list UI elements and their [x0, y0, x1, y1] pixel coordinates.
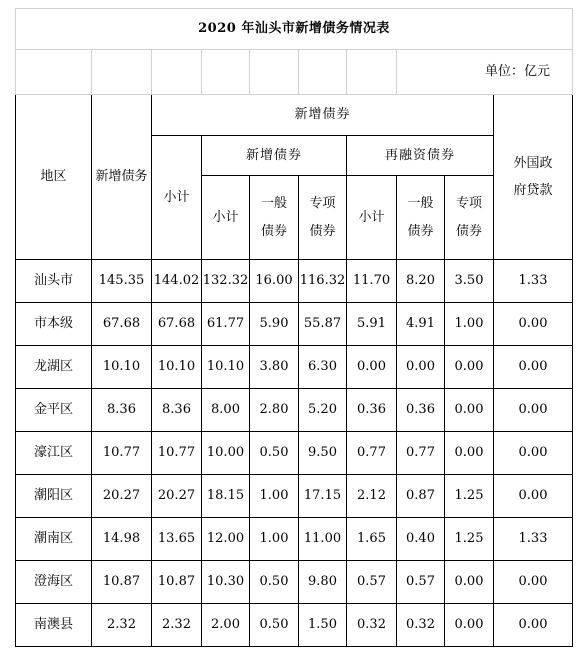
- cell-region: 金平区: [16, 389, 92, 432]
- cell-new-debt: 10.10: [92, 346, 152, 389]
- cell-refi-special: 0.00: [445, 561, 494, 604]
- cell-new-subtotal: 10.30: [202, 561, 250, 604]
- cell-region: 市本级: [16, 303, 92, 346]
- cell-refi-general: 0.87: [397, 475, 445, 518]
- cell-refi-special: 1.25: [445, 518, 494, 561]
- cell-region: 汕头市: [16, 260, 92, 303]
- table-row: [16, 475, 573, 518]
- cell-bonds-subtotal: 144.02: [152, 260, 202, 303]
- table-row: [16, 604, 573, 647]
- header-refi-special: 专项 债券: [445, 176, 494, 260]
- cell-refi-general: 0.57: [397, 561, 445, 604]
- cell-refi-subtotal: 0.00: [347, 346, 397, 389]
- cell-bonds-subtotal: 2.32: [152, 604, 202, 647]
- header-region: 地区: [16, 95, 92, 260]
- cell-refi-special: 0.00: [445, 389, 494, 432]
- cell-bonds-subtotal: 8.36: [152, 389, 202, 432]
- table-row: [16, 518, 573, 561]
- cell-region: 龙湖区: [16, 346, 92, 389]
- cell-refi-subtotal: 0.57: [347, 561, 397, 604]
- cell-new-special: 9.80: [299, 561, 347, 604]
- cell-new-special: 1.50: [299, 604, 347, 647]
- cell-refi-subtotal: 0.32: [347, 604, 397, 647]
- cell-new-subtotal: 132.32: [202, 260, 250, 303]
- cell-bonds-subtotal: 10.77: [152, 432, 202, 475]
- cell-refi-general: 0.36: [397, 389, 445, 432]
- header-bonds-subtotal: 小计: [152, 136, 202, 260]
- cell-new-special: 55.87: [299, 303, 347, 346]
- cell-refi-special: 0.00: [445, 604, 494, 647]
- cell-refi-general: 4.91: [397, 303, 445, 346]
- cell-new-general: 0.50: [250, 604, 299, 647]
- cell-foreign-loans: 0.00: [494, 346, 573, 389]
- cell-foreign-loans: 0.00: [494, 561, 573, 604]
- cell-new-debt: 145.35: [92, 260, 152, 303]
- cell-new-general: 16.00: [250, 260, 299, 303]
- cell-new-special: 11.00: [299, 518, 347, 561]
- cell-new-general: 0.50: [250, 432, 299, 475]
- cell-foreign-loans: 0.00: [494, 475, 573, 518]
- table-row: [16, 561, 573, 604]
- cell-new-debt: 2.32: [92, 604, 152, 647]
- cell-new-debt: 8.36: [92, 389, 152, 432]
- cell-refi-general: 0.32: [397, 604, 445, 647]
- cell-refi-special: 1.00: [445, 303, 494, 346]
- cell-new-debt: 10.87: [92, 561, 152, 604]
- cell-refi-general: 0.77: [397, 432, 445, 475]
- cell-region: 濠江区: [16, 432, 92, 475]
- cell-foreign-loans: 1.33: [494, 518, 573, 561]
- cell-new-special: 5.20: [299, 389, 347, 432]
- cell-bonds-subtotal: 13.65: [152, 518, 202, 561]
- header-new-bonds-sub: 新增债券: [202, 136, 347, 176]
- table-row: [16, 432, 573, 475]
- cell-new-general: 1.00: [250, 518, 299, 561]
- cell-refi-subtotal: 1.65: [347, 518, 397, 561]
- header-new-debt: 新增债务: [92, 95, 152, 260]
- cell-bonds-subtotal: 10.10: [152, 346, 202, 389]
- cell-new-debt: 67.68: [92, 303, 152, 346]
- table-title: 2020 年汕头市新增债务情况表: [16, 9, 573, 50]
- cell-new-general: 3.80: [250, 346, 299, 389]
- cell-refi-general: 0.00: [397, 346, 445, 389]
- cell-refi-subtotal: 11.70: [347, 260, 397, 303]
- cell-new-subtotal: 12.00: [202, 518, 250, 561]
- cell-new-debt: 14.98: [92, 518, 152, 561]
- cell-new-special: 6.30: [299, 346, 347, 389]
- cell-bonds-subtotal: 20.27: [152, 475, 202, 518]
- table-row: [16, 346, 573, 389]
- cell-new-subtotal: 10.10: [202, 346, 250, 389]
- cell-foreign-loans: 0.00: [494, 389, 573, 432]
- header-foreign-loans: 外国政 府贷款: [494, 95, 573, 260]
- header-new-subtotal: 小计: [202, 176, 250, 260]
- cell-new-general: 1.00: [250, 475, 299, 518]
- cell-new-general: 0.50: [250, 561, 299, 604]
- cell-new-special: 17.15: [299, 475, 347, 518]
- cell-new-general: 2.80: [250, 389, 299, 432]
- cell-refi-special: 1.25: [445, 475, 494, 518]
- cell-new-special: 116.32: [299, 260, 347, 303]
- cell-refi-general: 0.40: [397, 518, 445, 561]
- header-refi-subtotal: 小计: [347, 176, 397, 260]
- cell-new-debt: 10.77: [92, 432, 152, 475]
- cell-bonds-subtotal: 10.87: [152, 561, 202, 604]
- cell-new-subtotal: 2.00: [202, 604, 250, 647]
- cell-foreign-loans: 0.00: [494, 604, 573, 647]
- unit-label: 单位：亿元: [397, 50, 573, 95]
- cell-region: 潮阳区: [16, 475, 92, 518]
- header-new-general: 一般 债券: [250, 176, 299, 260]
- debt-table: [15, 8, 573, 647]
- cell-new-subtotal: 8.00: [202, 389, 250, 432]
- cell-region: 潮南区: [16, 518, 92, 561]
- cell-new-special: 9.50: [299, 432, 347, 475]
- cell-new-subtotal: 61.77: [202, 303, 250, 346]
- cell-refi-subtotal: 2.12: [347, 475, 397, 518]
- cell-refi-subtotal: 5.91: [347, 303, 397, 346]
- cell-refi-general: 8.20: [397, 260, 445, 303]
- cell-new-subtotal: 10.00: [202, 432, 250, 475]
- cell-foreign-loans: 0.00: [494, 303, 573, 346]
- header-refinancing: 再融资债券: [347, 136, 494, 176]
- cell-refi-subtotal: 0.77: [347, 432, 397, 475]
- cell-new-debt: 20.27: [92, 475, 152, 518]
- header-new-bonds-group: 新增债券: [152, 95, 494, 136]
- header-new-special: 专项 债券: [299, 176, 347, 260]
- cell-new-general: 5.90: [250, 303, 299, 346]
- cell-foreign-loans: 1.33: [494, 260, 573, 303]
- cell-refi-special: 0.00: [445, 346, 494, 389]
- table-row: [16, 260, 573, 303]
- table-row: [16, 389, 573, 432]
- header-refi-general: 一般 债券: [397, 176, 445, 260]
- cell-refi-special: 0.00: [445, 432, 494, 475]
- table-row: [16, 303, 573, 346]
- cell-refi-special: 3.50: [445, 260, 494, 303]
- cell-region: 澄海区: [16, 561, 92, 604]
- cell-foreign-loans: 0.00: [494, 432, 573, 475]
- cell-bonds-subtotal: 67.68: [152, 303, 202, 346]
- cell-refi-subtotal: 0.36: [347, 389, 397, 432]
- cell-region: 南澳县: [16, 604, 92, 647]
- cell-new-subtotal: 18.15: [202, 475, 250, 518]
